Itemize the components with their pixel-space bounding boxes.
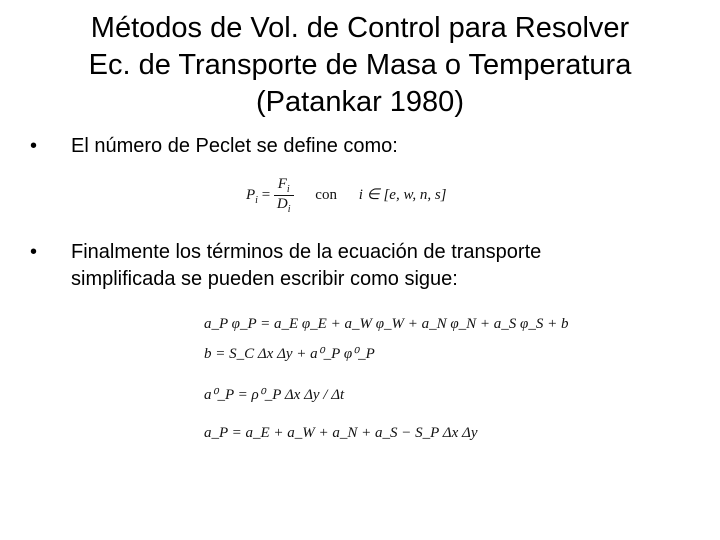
bullet-marker: •: [30, 241, 38, 263]
peclet-condition: i ∈ [e, w, n, s]: [358, 186, 447, 203]
equation-line-3: a⁰_P = ρ⁰_P Δx Δy / Δt: [204, 387, 345, 403]
peclet-equation: $P_i$ = $\frac{F_i}{D_i}$ con i ∈ [e, w, n, s]: [246, 176, 447, 215]
bullet-text: El número de Peclet se define como:: [71, 135, 398, 157]
peclet-fraction: $\frac{F_i}{D_i}$: [274, 176, 294, 215]
bullet-text-line-1: Finalmente los términos de la ecuación de transporte: [71, 241, 542, 263]
equation-line-2: b = S_C Δx Δy + a⁰_P φ⁰_P: [204, 346, 375, 362]
title-line-3: (Patankar 1980): [256, 86, 464, 118]
title-line-2: Ec. de Transporte de Masa o Temperatura: [88, 49, 632, 81]
title-line-1: Métodos de Vol. de Control para Resolver: [90, 12, 630, 44]
bullet-marker: •: [30, 135, 38, 157]
peclet-con: con: [315, 186, 337, 203]
equation-line-4: a_P = a_E + a_W + a_N + a_S − S_P Δx Δy: [204, 425, 478, 441]
slide-title: [0, 10, 720, 121]
equation-line-1: a_P φ_P = a_E φ_E + a_W φ_W + a_N φ_N + a_S φ_S + b: [204, 316, 569, 332]
bullet-text-line-2: simplificada se pueden escribir como sigue:: [71, 268, 458, 290]
